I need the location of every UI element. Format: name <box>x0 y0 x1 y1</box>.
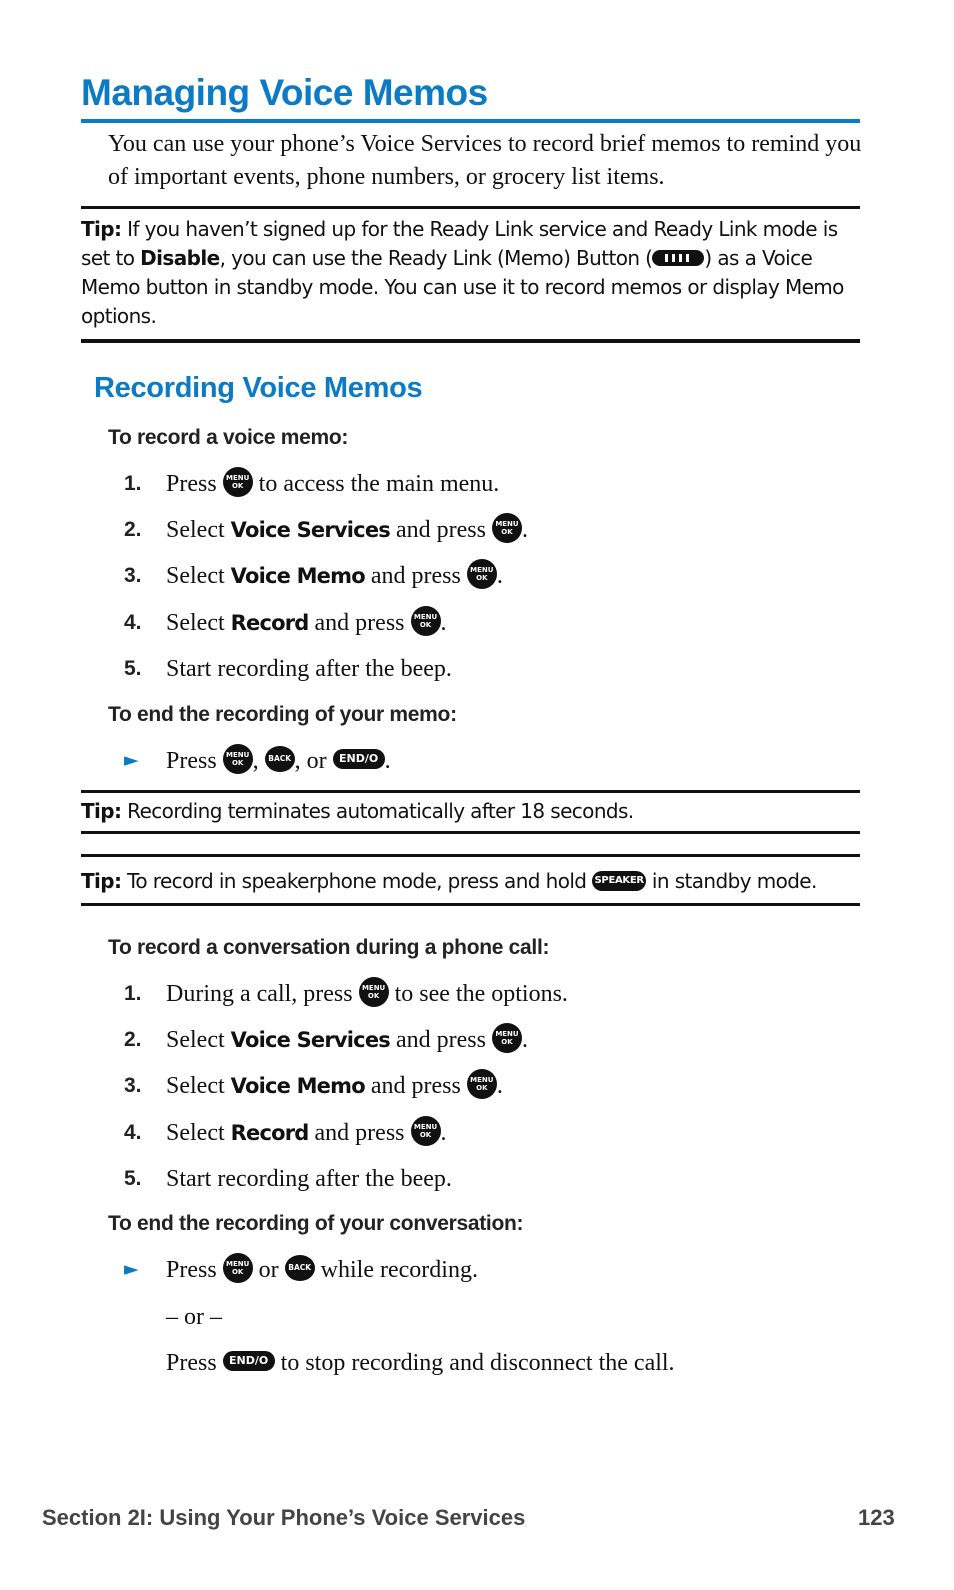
step-text: Press MENU OK , BACK , or END/O . <box>166 745 391 777</box>
menu-ok-key-icon: MENU OK <box>223 744 253 774</box>
step-text: Press MENU OK or BACK while recording. <box>166 1254 478 1286</box>
tip-box-speakerphone <box>81 854 860 906</box>
intro-paragraph: You can use your phone’s Voice Services to record brief memos to remind you of important events, phone numbers, or grocery list items. <box>108 131 862 190</box>
title-underline <box>81 119 860 123</box>
step-text: Select Voice Memo and press MENU OK . <box>166 1070 503 1102</box>
step-text: Press END/O to stop recording and disconnect the call. <box>166 1350 675 1376</box>
step-number: 3. <box>124 1074 142 1097</box>
page-number: 123 <box>858 1505 895 1530</box>
divider <box>81 206 860 209</box>
procedure-heading: To end the recording of your conversation: <box>108 1212 524 1235</box>
step-text: Select Voice Services and press MENU OK . <box>166 1024 528 1056</box>
divider <box>81 903 860 906</box>
tip-box-auto-terminate <box>81 790 860 834</box>
step-number: 5. <box>124 1167 142 1190</box>
procedure-heading: To record a voice memo: <box>108 426 349 449</box>
step-text: Select Record and press MENU OK . <box>166 607 447 639</box>
tip-box-ready-link <box>81 206 860 343</box>
section-title: Recording Voice Memos <box>94 372 423 404</box>
speaker-key-icon: SPEAKER <box>592 871 646 891</box>
procedure-heading: To record a conversation during a phone call: <box>108 936 550 959</box>
tip-text-part: , you can use the Ready Link (Memo) Button ( <box>219 246 653 270</box>
divider <box>81 854 860 857</box>
step-number: 5. <box>124 657 142 680</box>
step-text: Select Voice Services and press MENU OK . <box>166 514 528 546</box>
step-number: 2. <box>124 1028 142 1051</box>
divider <box>81 790 860 793</box>
step-number: 1. <box>124 982 142 1005</box>
tip-text-part: ) as a Voice Memo button in standby mode. You can use it to record memos or display Memo options. <box>81 246 844 328</box>
bullet-arrow-icon: ► <box>124 749 139 771</box>
step-number: 3. <box>124 564 142 587</box>
tip-text-part: If you haven’t signed up for the Ready Link service and Ready Link mode is set to <box>81 217 838 270</box>
step-text: Start recording after the beep. <box>166 1166 452 1192</box>
back-key-icon: BACK <box>265 746 295 772</box>
divider <box>81 339 860 343</box>
tip-label: Tip: <box>81 217 122 241</box>
step-text: Press MENU OK to access the main menu. <box>166 468 499 500</box>
menu-ok-key-icon: MENU OK <box>492 1023 522 1053</box>
or-text: – or – <box>166 1304 222 1330</box>
step-number: 1. <box>124 472 142 495</box>
step-text: Select Voice Memo and press MENU OK . <box>166 560 503 592</box>
menu-ok-key-icon: MENU OK <box>223 1253 253 1283</box>
memo-button-icon <box>652 250 704 266</box>
bullet-arrow-icon: ► <box>124 1258 139 1280</box>
step-text: During a call, press MENU OK to see the options. <box>166 978 568 1010</box>
tip-text: Tip: Recording terminates automatically after 18 seconds. <box>81 799 634 823</box>
step-text: Select Record and press MENU OK . <box>166 1117 447 1149</box>
menu-ok-key-icon: MENU OK <box>467 559 497 589</box>
menu-ok-key-icon: MENU OK <box>411 606 441 636</box>
tip-bold-option: Disable <box>140 246 220 270</box>
divider <box>81 831 860 834</box>
back-key-icon: BACK <box>285 1255 315 1281</box>
menu-ok-key-icon: MENU OK <box>359 977 389 1007</box>
tip-label: Tip: <box>81 799 122 823</box>
step-number: 2. <box>124 518 142 541</box>
menu-ok-key-icon: MENU OK <box>467 1069 497 1099</box>
menu-ok-key-icon: MENU OK <box>411 1116 441 1146</box>
tip-text <box>81 215 860 333</box>
page-title: Managing Voice Memos <box>81 72 488 113</box>
end-key-icon: END/O <box>333 749 385 769</box>
step-number: 4. <box>124 611 142 634</box>
footer-section-title: Section 2I: Using Your Phone’s Voice Services <box>42 1505 526 1530</box>
procedure-heading: To end the recording of your memo: <box>108 703 457 726</box>
menu-ok-key-icon: MENU OK <box>492 513 522 543</box>
tip-text: Tip: To record in speakerphone mode, press and hold SPEAKER in standby mode. <box>81 869 817 893</box>
end-key-icon: END/O <box>223 1351 275 1371</box>
menu-ok-key-icon: MENU OK <box>223 467 253 497</box>
tip-label: Tip: <box>81 869 122 893</box>
step-text: Start recording after the beep. <box>166 656 452 682</box>
step-number: 4. <box>124 1121 142 1144</box>
